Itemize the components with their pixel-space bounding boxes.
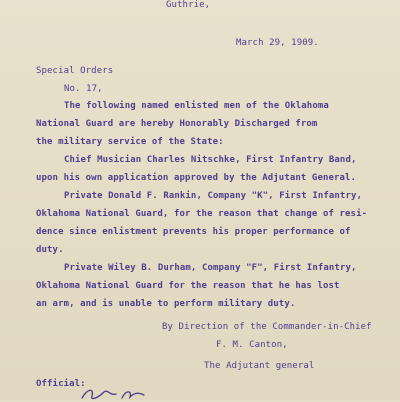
signer-title: The Adjutant general [204, 361, 315, 371]
discharge-3-line: Private Wiley B. Durham, Company "F", First Infantry, [64, 263, 357, 273]
authority-line: By Direction of the Commander-in-Chief [162, 322, 372, 332]
discharge-2-line: dence since enlistment prevents his proper performance of [36, 227, 351, 237]
discharge-2-line: Oklahoma National Guard, for the reason that change of resi- [36, 209, 368, 219]
intro-line: the military service of the State: [36, 137, 224, 147]
date-line: March 29, 1909. [236, 38, 319, 48]
discharge-1-line: Chief Musician Charles Nitschke, First Infantry Band, [64, 155, 357, 165]
official-label: Official: [36, 379, 86, 389]
order-number: No. 17, [64, 84, 103, 94]
discharge-1-line: upon his own application approved by the Adjutant General. [36, 173, 357, 183]
signer-name: F. M. Canton, [216, 340, 288, 350]
intro-line: National Guard are hereby Honorably Discharged from [36, 119, 318, 129]
discharge-3-line: Oklahoma National Guard for the reason that he has lost [36, 281, 340, 291]
order-heading: Special Orders [36, 66, 114, 76]
discharge-2-line: Private Donald F. Rankin, Company "K", First Infantry, [64, 191, 362, 201]
intro-line: The following named enlisted men of the Oklahoma [64, 101, 329, 111]
discharge-2-line: duty. [36, 245, 64, 255]
place-line: Guthrie, [166, 0, 211, 10]
discharge-3-line: an arm, and is unable to perform military duty. [36, 299, 296, 309]
